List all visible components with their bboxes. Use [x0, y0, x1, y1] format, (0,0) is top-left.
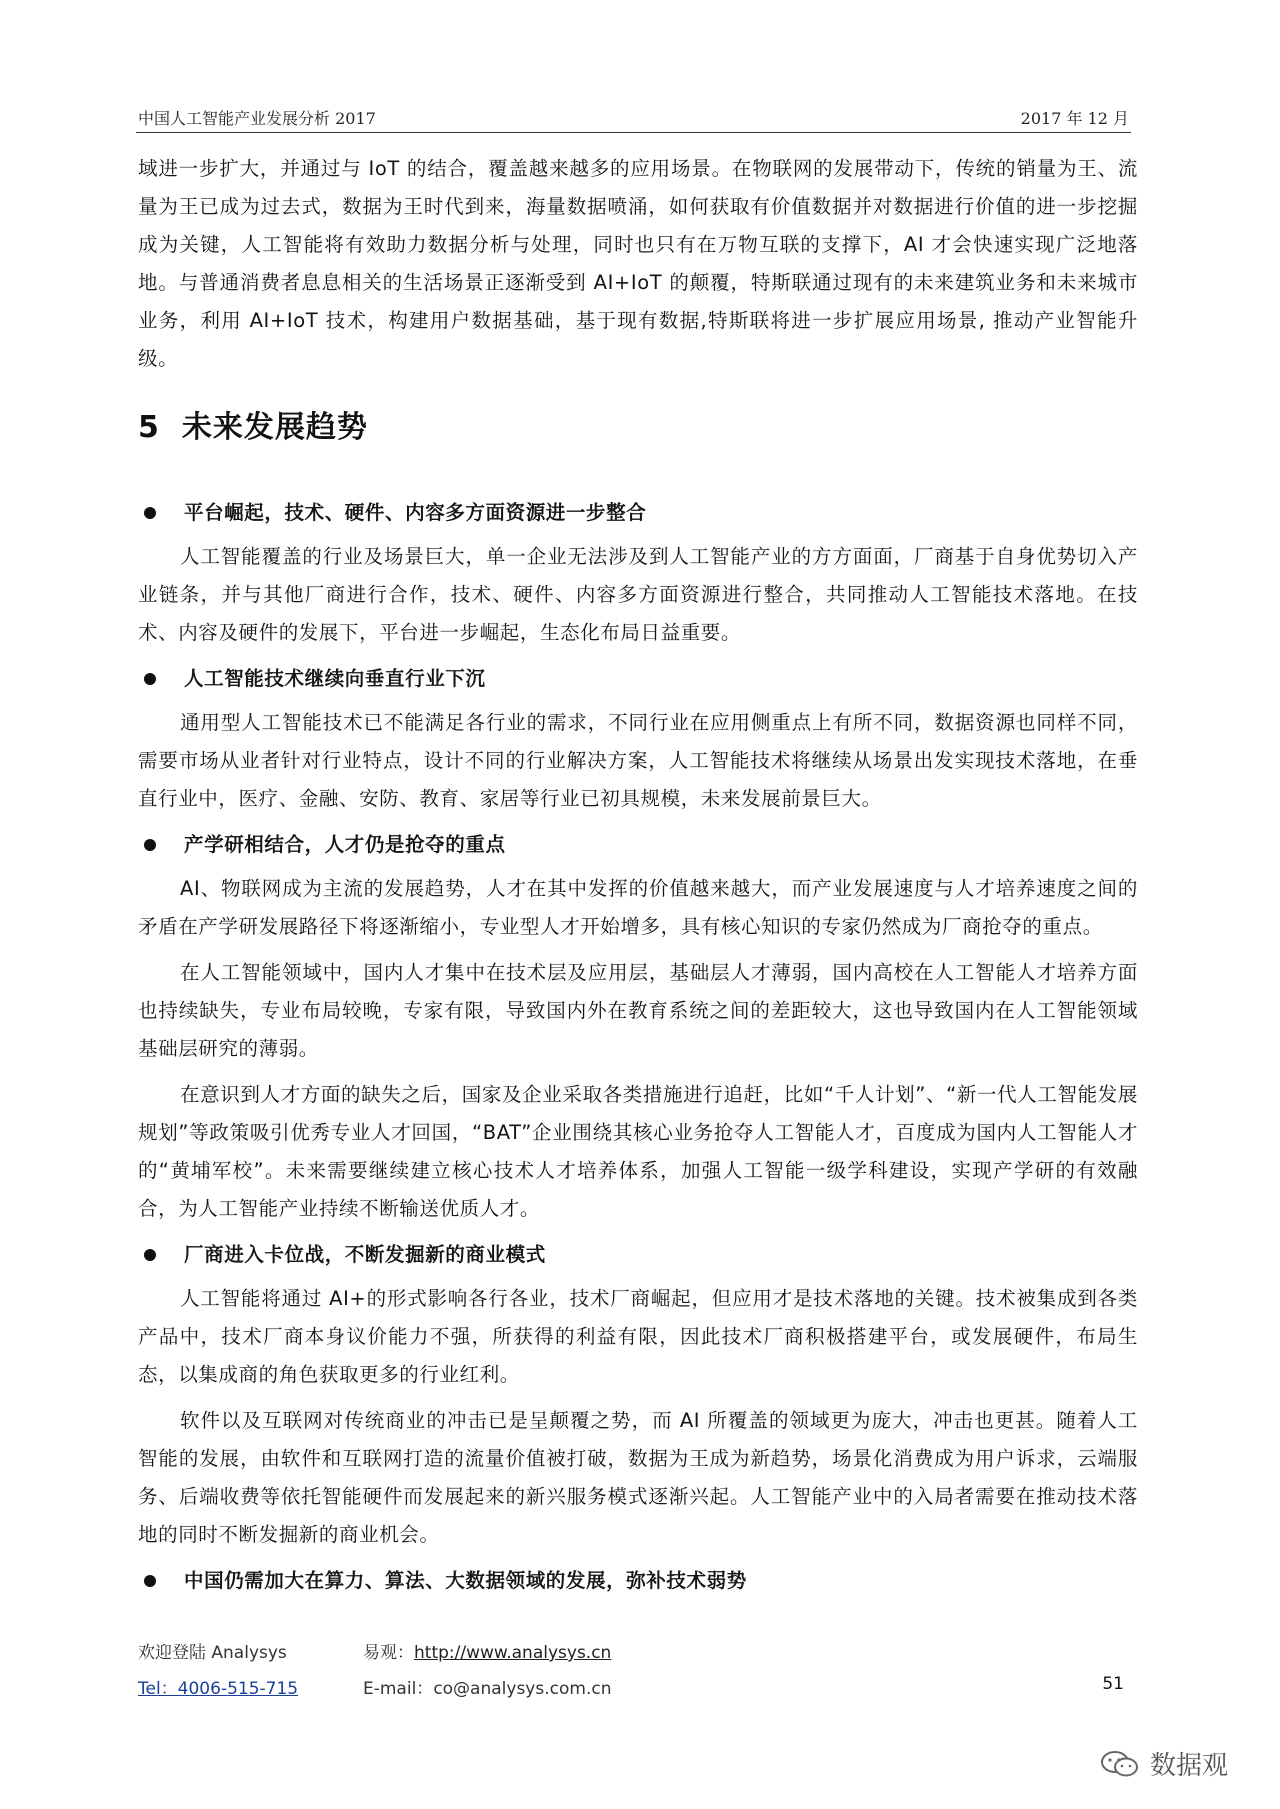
intro-paragraph: 域进一步扩大，并通过与 IoT 的结合，覆盖越来越多的应用场景。在物联网的发展带动下，传统的销量为王、流量为王已成为过去式，数据为王时代到来，海量数据喷涌，如何获取有价值数据并对数据进行价值的进一步挖掘成为关键，人工智能将有效助力数据分析与处理，同时也只有在万物互联的支撑下，AI 才会快速实现广泛地落地。与普通消费者息息相关的生活场景正逐渐受到 AI+IoT 的颠覆，特斯联通过现有的未来建筑业务和未来城市业务，利用 AI+IoT 技术，构建用户数据基础，基于现有数据,特斯联将进一步扩展应用场景, 推动产业智能升级。	[138, 157, 1138, 370]
bullet-title: 中国仍需加大在算力、算法、大数据领域的发展，弥补技术弱势	[184, 1569, 747, 1592]
bullet-heading	[138, 496, 1138, 530]
body-paragraph: 软件以及互联网对传统商业的冲击已是呈颠覆之势，而 AI 所覆盖的领域更为庞大，冲击也更甚。随着人工智能的发展，由软件和互联网打造的流量价值被打破，数据为王成为新趋势，场景化消费成为用户诉求，云端服务、后端收费等依托智能硬件而发展起来的新兴服务模式逐渐兴起。人工智能产业中的入局者需要在推动技术落地的同时不断发掘新的商业机会。	[138, 1409, 1138, 1546]
body-paragraph: AI、物联网成为主流的发展趋势，人才在其中发挥的价值越来越大，而产业发展速度与人才培养速度之间的矛盾在产学研发展路径下将逐渐缩小，专业型人才开始增多，具有核心知识的专家仍然成为厂商抢夺的重点。	[138, 877, 1138, 938]
watermark-text: 数据观	[1150, 1751, 1229, 1781]
body-paragraph: 在意识到人才方面的缺失之后，国家及企业采取各类措施进行追赶，比如“千人计划”、“新一代人工智能发展规划”等政策吸引优秀专业人才回国，“BAT”企业围绕其核心业务抢夺人工智能人才，百度成为国内人工智能人才的“黄埔军校”。未来需要继续建立核心技术人才培养体系，加强人工智能一级学科建设，实现产学研的有效融合，为人工智能产业持续不断输送优质人才。	[138, 1083, 1138, 1220]
body-paragraph: 人工智能覆盖的行业及场景巨大，单一企业无法涉及到人工智能产业的方方面面，厂商基于自身优势切入产业链条，并与其他厂商进行合作，技术、硬件、内容多方面资源进行整合，共同推动人工智能技术落地。在技术、内容及硬件的发展下，平台进一步崛起，生态化布局日益重要。	[138, 545, 1138, 644]
section-title: 未来发展趋势	[181, 410, 368, 445]
footer-site	[363, 1638, 611, 1663]
footer-tel-link[interactable]: Tel：4006-515-715	[138, 1679, 299, 1699]
section-number: 5	[138, 410, 160, 445]
bullet-title: 人工智能技术继续向垂直行业下沉	[184, 667, 486, 690]
bullet-title: 产学研相结合，人才仍是抢夺的重点	[184, 833, 506, 856]
bullet-heading	[138, 828, 1138, 862]
watermark	[1100, 1745, 1228, 1782]
bullet-dot-icon	[144, 839, 156, 851]
bullet-heading	[138, 1238, 1138, 1272]
bullet-title: 厂商进入卡位战，不断发掘新的商业模式	[184, 1243, 546, 1266]
section-heading	[138, 402, 368, 446]
header-date: 2017 年 12 月	[1020, 109, 1129, 128]
wechat-icon	[1100, 1749, 1140, 1779]
page-header	[136, 104, 1131, 133]
page-number: 51	[1102, 1674, 1124, 1694]
page-footer	[138, 1638, 1128, 1718]
bullet-dot-icon	[144, 507, 156, 519]
bullet-dot-icon	[144, 1575, 156, 1587]
intro-block	[138, 150, 1138, 386]
bullet-dot-icon	[144, 673, 156, 685]
body-paragraph: 通用型人工智能技术已不能满足各行业的需求，不同行业在应用侧重点上有所不同，数据资源也同样不同，需要市场从业者针对行业特点，设计不同的行业解决方案，人工智能技术将继续从场景出发实现技术落地，在垂直行业中，医疗、金融、安防、教育、家居等行业已初具规模，未来发展前景巨大。	[138, 711, 1138, 810]
bullet-dot-icon	[144, 1249, 156, 1261]
header-title: 中国人工智能产业发展分析 2017	[138, 109, 376, 128]
footer-site-label: 易观：	[363, 1643, 414, 1663]
bullets-block	[138, 486, 1138, 1606]
bullet-heading	[138, 1564, 1138, 1598]
bullet-title: 平台崛起，技术、硬件、内容多方面资源进一步整合	[184, 501, 647, 524]
bullet-heading	[138, 662, 1138, 696]
body-paragraph: 在人工智能领域中，国内人才集中在技术层及应用层，基础层人才薄弱，国内高校在人工智能人才培养方面也持续缺失，专业布局较晚，专家有限，导致国内外在教育系统之间的差距较大，这也导致国内在人工智能领域基础层研究的薄弱。	[138, 961, 1138, 1060]
body-paragraph: 人工智能将通过 AI+的形式影响各行各业，技术厂商崛起，但应用才是技术落地的关键。技术被集成到各类产品中，技术厂商本身议价能力不强，所获得的利益有限，因此技术厂商积极搭建平台，或发展硬件，布局生态，以集成商的角色获取更多的行业红利。	[138, 1287, 1138, 1386]
footer-welcome: 欢迎登陆 Analysys	[138, 1643, 287, 1663]
footer-email-label: E-mail：	[363, 1679, 434, 1699]
footer-email-value[interactable]: co@analysys.com.cn	[433, 1679, 612, 1699]
footer-site-link[interactable]: http://www.analysys.cn	[414, 1643, 612, 1663]
footer-email	[363, 1674, 611, 1699]
